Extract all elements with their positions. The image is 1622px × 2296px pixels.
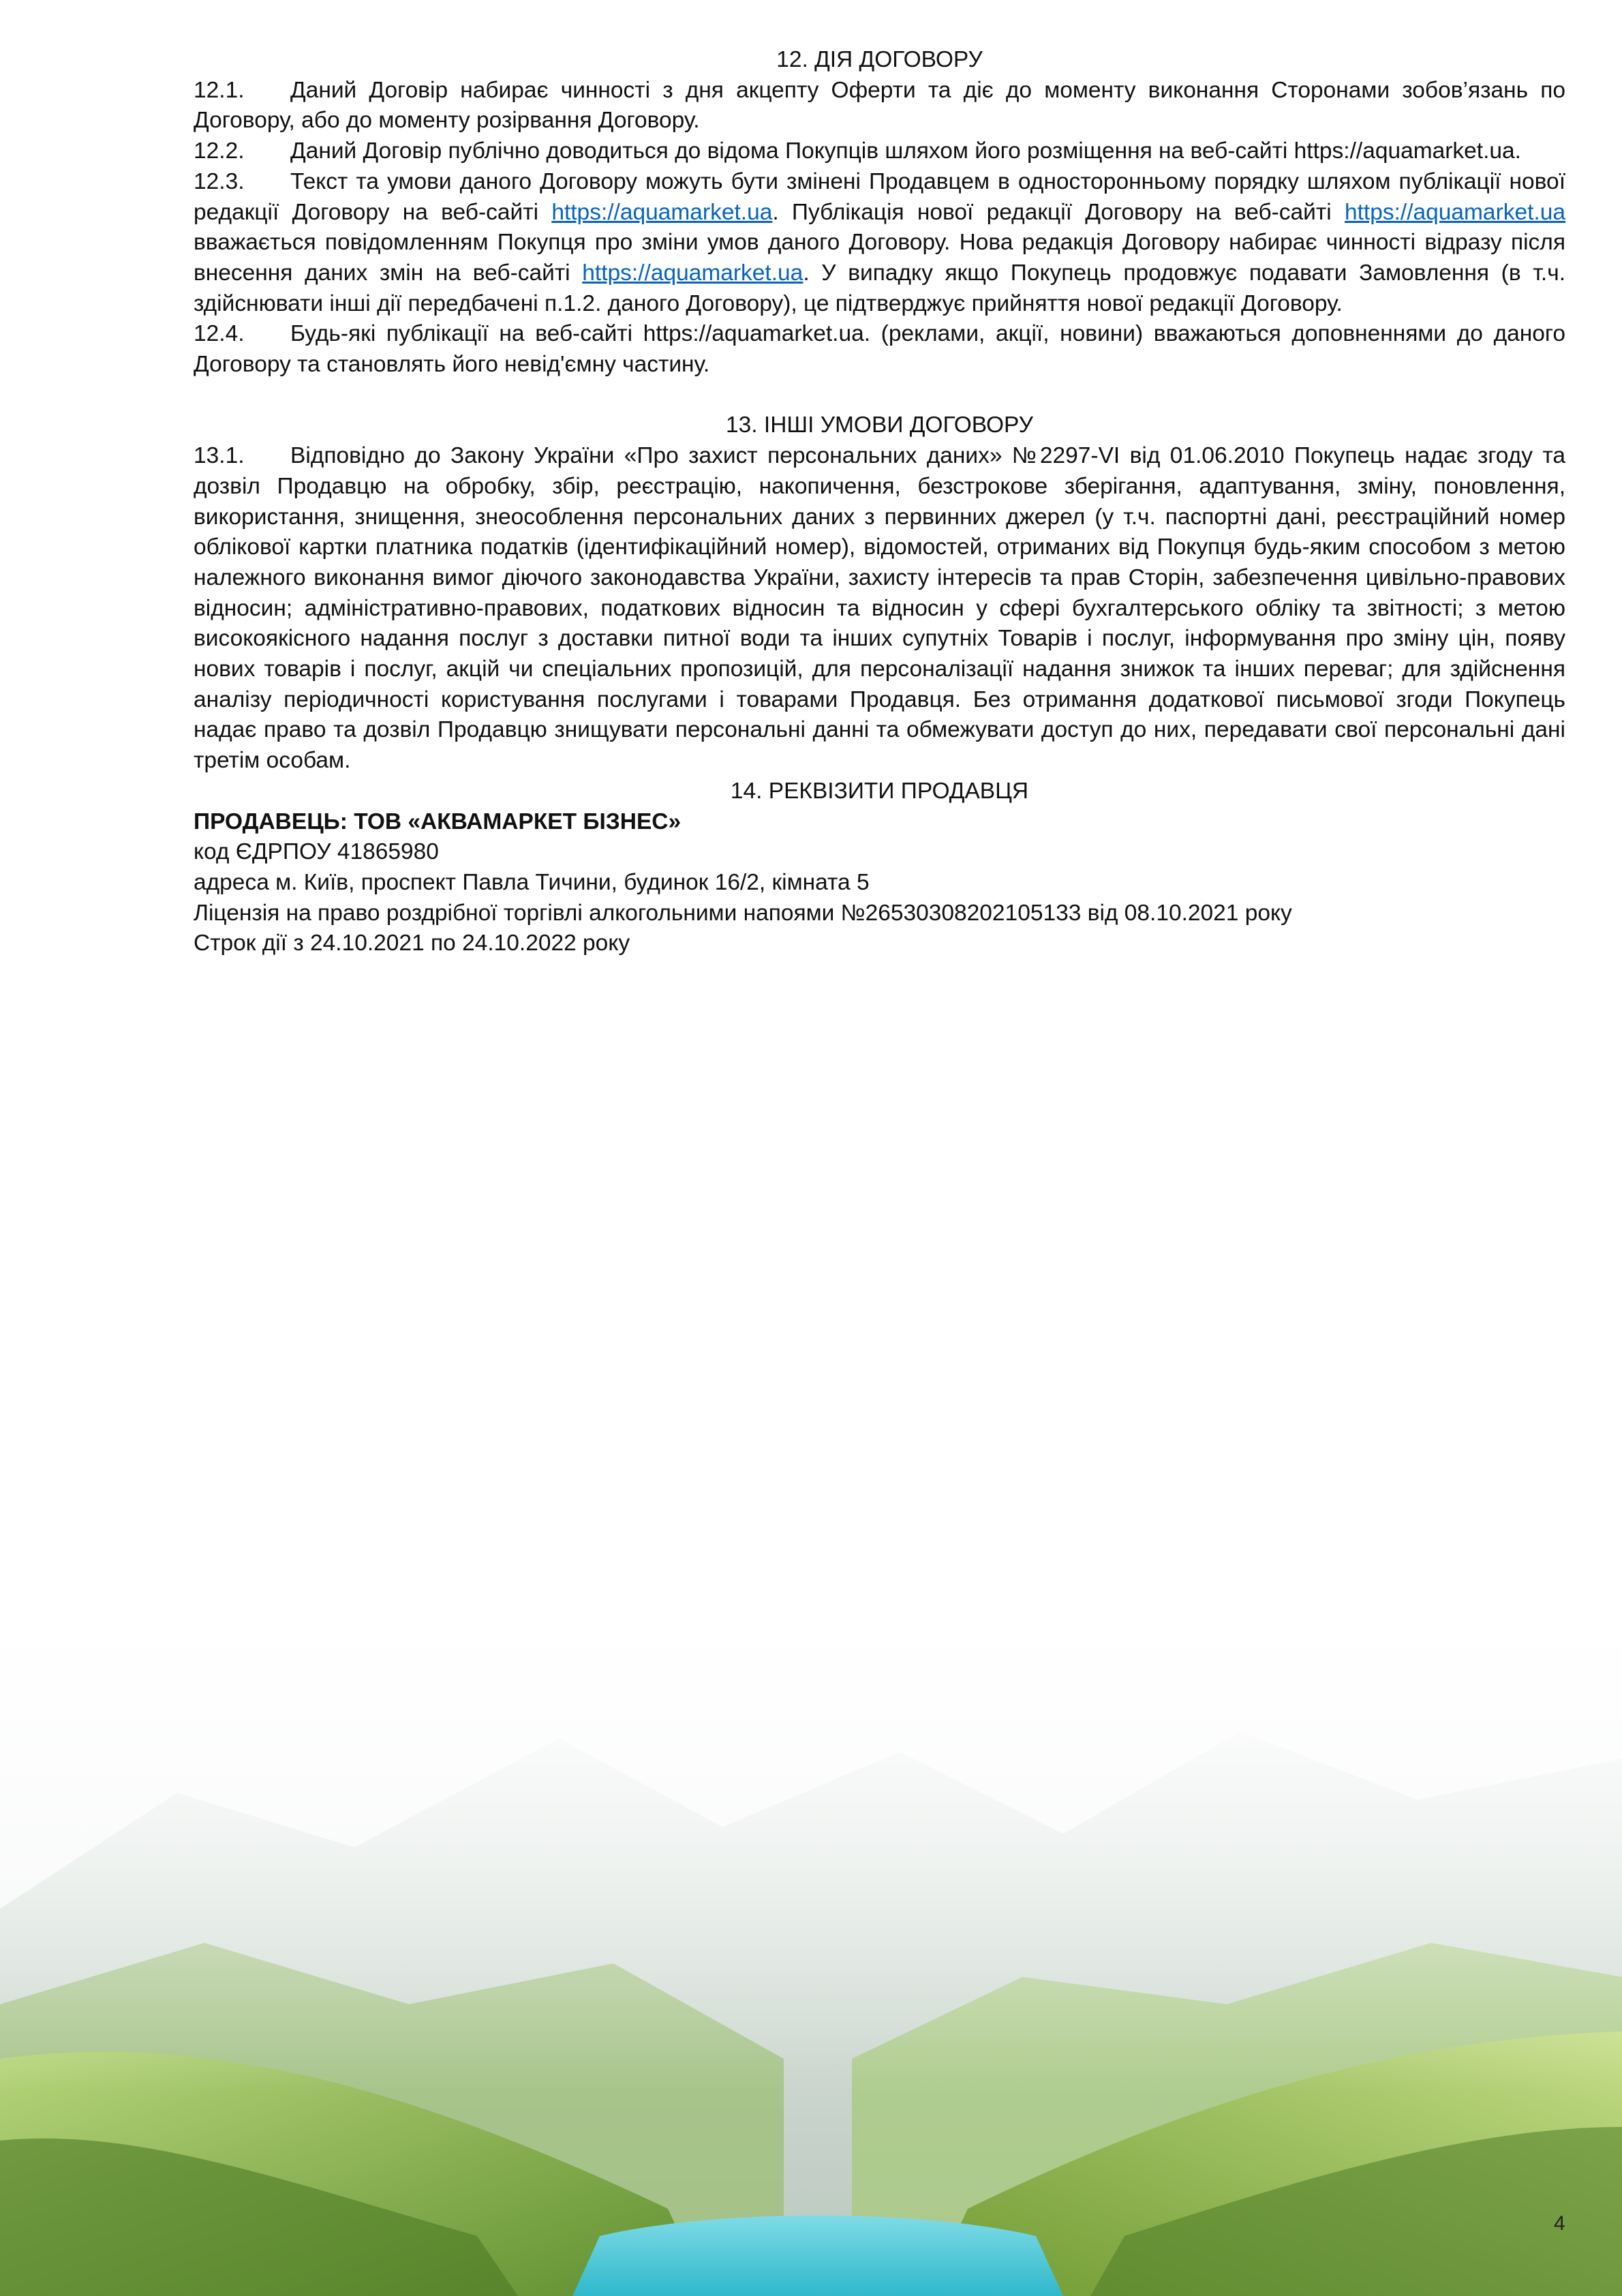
- website-link[interactable]: https://aquamarket.ua: [551, 199, 773, 225]
- document-body: [194, 45, 1565, 959]
- section-13-heading: 13. ІНШІ УМОВИ ДОГОВОРУ: [726, 412, 1033, 438]
- license-term: Строк дії з 24.10.2021 по 24.10.2022 року: [194, 931, 630, 956]
- section-spacer: [194, 380, 1565, 411]
- clause-13-1: [194, 441, 1565, 776]
- clause-number: 12.2.: [194, 138, 245, 164]
- clause-text: Текст та умови даного Договору можуть бути змінені Продавцем в односторонньому порядку шляхом публікації нової редакції Договору на веб-сайті: [194, 168, 1565, 225]
- clause-text: . У випадку якщо Покупець продовжує подавати Замовлення (в т.ч. здійснювати інші дії передбачені п.1.2. даного Договору), це підтверджує прийняття нової редакції Договору.: [194, 260, 1565, 316]
- seller-license: Ліцензія на право роздрібної торгівлі алкогольними напоями №26530308202105133 від 08.10.2021 року: [194, 900, 1292, 926]
- clause-text: вважається повідомленням Покупця про зміни умов даного Договору. Нова редакція Договору набирає чинності відразу після внесення даних змін на веб-сайті: [194, 230, 1565, 286]
- seller-name: ПРОДАВЕЦЬ: ТОВ «АКВАМАРКЕТ БІЗНЕС»: [194, 809, 682, 834]
- section-14-heading: 14. РЕКВІЗИТИ ПРОДАВЦЯ: [730, 778, 1029, 804]
- clause-12-2: [194, 136, 1565, 167]
- clause-text: Даний Договір набирає чинності з дня акцепту Оферти та діє до моменту виконання Сторонами зобов’язань по Договору, або до моменту розірвання Договору.: [194, 77, 1565, 134]
- clause-text: . Публікація нової редакції Договору на веб-сайті: [772, 199, 1345, 225]
- clause-number: 13.1.: [194, 443, 245, 469]
- clause-text: Будь-які публікації на веб-сайті https://aquamarket.ua. (реклами, акції, новини) вважаються доповненнями до даного Договору та становлять його невід'ємну частину.: [194, 321, 1565, 378]
- clause-12-3: [194, 167, 1565, 320]
- website-link[interactable]: https://aquamarket.ua: [1344, 199, 1565, 225]
- landscape-background-image: [0, 1622, 1622, 2296]
- clause-12-1: [194, 76, 1565, 136]
- clause-number: 12.3.: [194, 168, 245, 194]
- clause-text: Відповідно до Закону України «Про захист персональних даних» №2297-VI від 01.06.2010 Покупець надає згоду та дозвіл Продавцю на обробку, збір, реєстрацію, накопичення, безстрокове зберігання, адаптування, зміну, поновлення, використання, знищення, знеособлення персональних даних з первинних джерел (у т.ч. паспортні дані, реєстраційний номер облікової картки платника податків (ідентифікаційний номер), відомостей, отриманих від Покупця будь-яким способом з метою належного виконання вимог діючого законодавства України, захисту інтересів та прав Сторін, забезпечення цивільно-правових відносин; адміністративно-правових, податкових відносин та відносин у сфері бухгалтерського обліку та звітності; з метою високоякісного надання послуг з доставки питної води та інших супутніх Товарів і послуг, інформування про зміну цін, появу нових товарів і послуг, акцій чи спеціальних пропозицій, для персоналізації надання знижок та інших переваг; для здійснення аналізу періодичності користування послугами і товарами Продавця. Без отримання додаткової письмової згоди Покупець надає право та дозвіл Продавцю знищувати персональні данні та обмежувати доступ до них, передавати свої персональні дані третім особам.: [194, 443, 1565, 774]
- clause-number: 12.4.: [194, 321, 245, 347]
- section-12-heading: 12. ДІЯ ДОГОВОРУ: [776, 47, 983, 72]
- clause-12-4: [194, 319, 1565, 380]
- website-link[interactable]: https://aquamarket.ua: [582, 260, 804, 286]
- seller-address: адреса м. Київ, проспект Павла Тичини, будинок 16/2, кімната 5: [194, 869, 870, 895]
- clause-text: Даний Договір публічно доводиться до відома Покупців шляхом його розміщення на веб-сайті https://aquamarket.ua.: [290, 138, 1521, 164]
- page-number: 4: [1554, 2212, 1565, 2235]
- seller-code: код ЄДРПОУ 41865980: [194, 839, 439, 865]
- clause-number: 12.1.: [194, 77, 245, 103]
